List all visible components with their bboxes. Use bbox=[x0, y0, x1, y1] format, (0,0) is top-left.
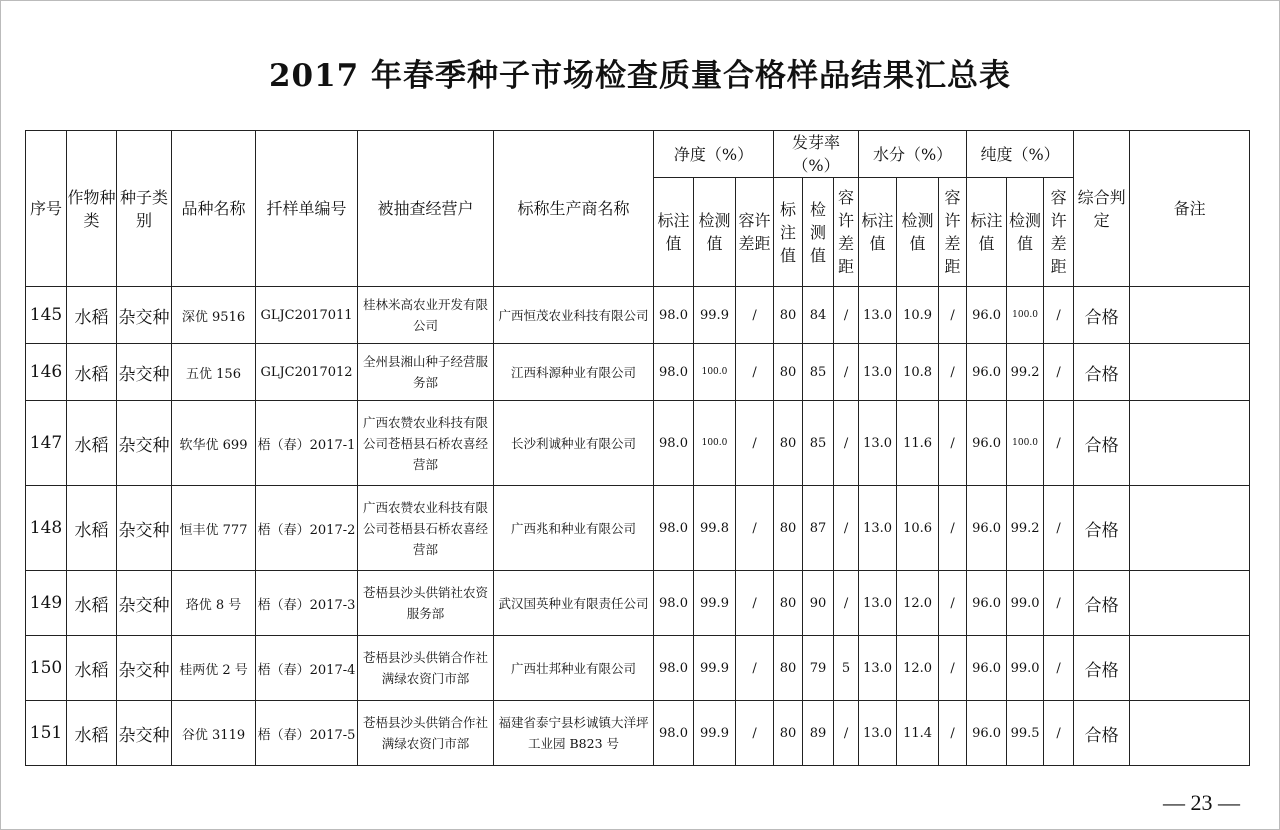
judgment-cell: 合格 bbox=[1074, 701, 1130, 766]
germination-tested-cell: 85 bbox=[803, 401, 834, 486]
clean-tested-cell: 99.9 bbox=[694, 701, 736, 766]
table-row bbox=[26, 486, 1250, 571]
operator-cell: 苍梧县沙头供销合作社满绿农资门市部 bbox=[358, 636, 494, 701]
header-clean-tested: 检测值 bbox=[694, 178, 736, 287]
germination-tested-cell: 84 bbox=[803, 287, 834, 344]
header-seed-type: 种子类别 bbox=[117, 131, 172, 287]
remark-cell bbox=[1130, 571, 1250, 636]
clean-labeled-cell: 98.0 bbox=[654, 401, 694, 486]
header-variety: 品种名称 bbox=[172, 131, 256, 287]
germination-tested-cell: 79 bbox=[803, 636, 834, 701]
header-judgment: 综合判定 bbox=[1074, 131, 1130, 287]
germination-tolerance-cell: / bbox=[834, 701, 859, 766]
clean-labeled-cell: 98.0 bbox=[654, 344, 694, 401]
variety-cell: 深优 9516 bbox=[172, 287, 256, 344]
seed-type-cell: 杂交种 bbox=[117, 571, 172, 636]
germination-labeled-cell: 80 bbox=[774, 636, 803, 701]
sample-no-cell: GLJC2017011 bbox=[256, 287, 358, 344]
moisture-tolerance-cell: / bbox=[939, 344, 967, 401]
header-seq: 序号 bbox=[26, 131, 67, 287]
operator-cell: 苍梧县沙头供销合作社满绿农资门市部 bbox=[358, 701, 494, 766]
germination-labeled-cell: 80 bbox=[774, 401, 803, 486]
operator-cell: 苍梧县沙头供销社农资服务部 bbox=[358, 571, 494, 636]
clean-labeled-cell: 98.0 bbox=[654, 287, 694, 344]
header-germination-tested: 检测值 bbox=[803, 178, 834, 287]
germination-tested-cell: 89 bbox=[803, 701, 834, 766]
moisture-tested-cell: 10.6 bbox=[897, 486, 939, 571]
purity-labeled-cell: 96.0 bbox=[967, 701, 1007, 766]
producer-cell: 武汉国英种业有限责任公司 bbox=[494, 571, 654, 636]
judgment-cell: 合格 bbox=[1074, 401, 1130, 486]
sample-no-cell: 梧（春）2017-2 bbox=[256, 486, 358, 571]
table-row bbox=[26, 701, 1250, 766]
producer-cell: 江西科源种业有限公司 bbox=[494, 344, 654, 401]
moisture-labeled-cell: 13.0 bbox=[859, 571, 897, 636]
variety-cell: 五优 156 bbox=[172, 344, 256, 401]
purity-tested-cell: 99.5 bbox=[1007, 701, 1044, 766]
producer-cell: 广西兆和种业有限公司 bbox=[494, 486, 654, 571]
seq-cell: 146 bbox=[26, 344, 67, 401]
seq-cell: 148 bbox=[26, 486, 67, 571]
purity-labeled-cell: 96.0 bbox=[967, 287, 1007, 344]
crop-cell: 水稻 bbox=[67, 486, 117, 571]
germination-tested-cell: 87 bbox=[803, 486, 834, 571]
header-germination-tolerance: 容许差距 bbox=[834, 178, 859, 287]
germination-labeled-cell: 80 bbox=[774, 486, 803, 571]
moisture-labeled-cell: 13.0 bbox=[859, 486, 897, 571]
seq-cell: 150 bbox=[26, 636, 67, 701]
remark-cell bbox=[1130, 486, 1250, 571]
clean-tolerance-cell: / bbox=[736, 486, 774, 571]
germination-tolerance-cell: / bbox=[834, 344, 859, 401]
variety-cell: 软华优 699 bbox=[172, 401, 256, 486]
germination-labeled-cell: 80 bbox=[774, 571, 803, 636]
sample-no-cell: 梧（春）2017-5 bbox=[256, 701, 358, 766]
germination-tolerance-cell: / bbox=[834, 571, 859, 636]
purity-tolerance-cell: / bbox=[1044, 571, 1074, 636]
purity-labeled-cell: 96.0 bbox=[967, 344, 1007, 401]
clean-tolerance-cell: / bbox=[736, 571, 774, 636]
header-sample-no: 扦样单编号 bbox=[256, 131, 358, 287]
moisture-labeled-cell: 13.0 bbox=[859, 701, 897, 766]
purity-labeled-cell: 96.0 bbox=[967, 486, 1007, 571]
moisture-tolerance-cell: / bbox=[939, 401, 967, 486]
seed-type-cell: 杂交种 bbox=[117, 701, 172, 766]
remark-cell bbox=[1130, 287, 1250, 344]
purity-tested-cell: 100.0 bbox=[1007, 287, 1044, 344]
operator-cell: 广西农赞农业科技有限公司苍梧县石桥农喜经营部 bbox=[358, 486, 494, 571]
germination-tested-cell: 85 bbox=[803, 344, 834, 401]
moisture-labeled-cell: 13.0 bbox=[859, 344, 897, 401]
operator-cell: 桂林米高农业开发有限公司 bbox=[358, 287, 494, 344]
variety-cell: 珞优 8 号 bbox=[172, 571, 256, 636]
purity-tolerance-cell: / bbox=[1044, 701, 1074, 766]
crop-cell: 水稻 bbox=[67, 401, 117, 486]
purity-tested-cell: 99.2 bbox=[1007, 486, 1044, 571]
judgment-cell: 合格 bbox=[1074, 287, 1130, 344]
header-moisture-group: 水分（%） bbox=[859, 131, 967, 178]
moisture-labeled-cell: 13.0 bbox=[859, 636, 897, 701]
moisture-labeled-cell: 13.0 bbox=[859, 401, 897, 486]
header-clean-labeled: 标注值 bbox=[654, 178, 694, 287]
crop-cell: 水稻 bbox=[67, 701, 117, 766]
seq-cell: 145 bbox=[26, 287, 67, 344]
clean-tolerance-cell: / bbox=[736, 287, 774, 344]
seed-type-cell: 杂交种 bbox=[117, 636, 172, 701]
judgment-cell: 合格 bbox=[1074, 344, 1130, 401]
purity-tested-cell: 99.0 bbox=[1007, 571, 1044, 636]
table-row bbox=[26, 636, 1250, 701]
header-moisture-tested: 检测值 bbox=[897, 178, 939, 287]
clean-labeled-cell: 98.0 bbox=[654, 486, 694, 571]
seq-cell: 147 bbox=[26, 401, 67, 486]
remark-cell bbox=[1130, 701, 1250, 766]
clean-tolerance-cell: / bbox=[736, 344, 774, 401]
header-remark: 备注 bbox=[1130, 131, 1250, 287]
header-purity-tested: 检测值 bbox=[1007, 178, 1044, 287]
germination-tolerance-cell: / bbox=[834, 486, 859, 571]
purity-tolerance-cell: / bbox=[1044, 344, 1074, 401]
purity-tested-cell: 99.2 bbox=[1007, 344, 1044, 401]
operator-cell: 广西农赞农业科技有限公司苍梧县石桥农喜经营部 bbox=[358, 401, 494, 486]
table-row bbox=[26, 344, 1250, 401]
header-crop: 作物种类 bbox=[67, 131, 117, 287]
remark-cell bbox=[1130, 344, 1250, 401]
seed-type-cell: 杂交种 bbox=[117, 401, 172, 486]
crop-cell: 水稻 bbox=[67, 344, 117, 401]
clean-tested-cell: 100.0 bbox=[694, 344, 736, 401]
variety-cell: 谷优 3119 bbox=[172, 701, 256, 766]
seq-cell: 149 bbox=[26, 571, 67, 636]
clean-tested-cell: 99.9 bbox=[694, 287, 736, 344]
clean-labeled-cell: 98.0 bbox=[654, 571, 694, 636]
clean-tested-cell: 99.9 bbox=[694, 571, 736, 636]
header-purity-labeled: 标注值 bbox=[967, 178, 1007, 287]
seq-cell: 151 bbox=[26, 701, 67, 766]
header-moisture-tolerance: 容许差距 bbox=[939, 178, 967, 287]
germination-tested-cell: 90 bbox=[803, 571, 834, 636]
header-purity-tolerance: 容许差距 bbox=[1044, 178, 1074, 287]
clean-tolerance-cell: / bbox=[736, 636, 774, 701]
header-purity-group: 纯度（%） bbox=[967, 131, 1074, 178]
moisture-tested-cell: 12.0 bbox=[897, 636, 939, 701]
purity-tolerance-cell: / bbox=[1044, 486, 1074, 571]
header-moisture-labeled: 标注值 bbox=[859, 178, 897, 287]
crop-cell: 水稻 bbox=[67, 636, 117, 701]
table-row bbox=[26, 401, 1250, 486]
producer-cell: 长沙利诚种业有限公司 bbox=[494, 401, 654, 486]
results-table bbox=[25, 130, 1250, 766]
moisture-tested-cell: 10.8 bbox=[897, 344, 939, 401]
seed-type-cell: 杂交种 bbox=[117, 486, 172, 571]
purity-labeled-cell: 96.0 bbox=[967, 401, 1007, 486]
germination-tolerance-cell: / bbox=[834, 287, 859, 344]
purity-tolerance-cell: / bbox=[1044, 401, 1074, 486]
remark-cell bbox=[1130, 636, 1250, 701]
purity-tolerance-cell: / bbox=[1044, 287, 1074, 344]
table-row bbox=[26, 571, 1250, 636]
page-title: 2017 年春季种子市场检查质量合格样品结果汇总表 bbox=[268, 58, 1012, 94]
judgment-cell: 合格 bbox=[1074, 636, 1130, 701]
purity-tested-cell: 100.0 bbox=[1007, 401, 1044, 486]
clean-tested-cell: 100.0 bbox=[694, 401, 736, 486]
header-operator: 被抽查经营户 bbox=[358, 131, 494, 287]
moisture-tested-cell: 11.6 bbox=[897, 401, 939, 486]
moisture-tested-cell: 11.4 bbox=[897, 701, 939, 766]
germination-labeled-cell: 80 bbox=[774, 344, 803, 401]
judgment-cell: 合格 bbox=[1074, 571, 1130, 636]
moisture-tolerance-cell: / bbox=[939, 486, 967, 571]
moisture-labeled-cell: 13.0 bbox=[859, 287, 897, 344]
seed-type-cell: 杂交种 bbox=[117, 287, 172, 344]
crop-cell: 水稻 bbox=[67, 571, 117, 636]
producer-cell: 广西壮邦种业有限公司 bbox=[494, 636, 654, 701]
judgment-cell: 合格 bbox=[1074, 486, 1130, 571]
clean-tested-cell: 99.8 bbox=[694, 486, 736, 571]
variety-cell: 恒丰优 777 bbox=[172, 486, 256, 571]
header-germination-labeled: 标注值 bbox=[774, 178, 803, 287]
table-row bbox=[26, 287, 1250, 344]
purity-tolerance-cell: / bbox=[1044, 636, 1074, 701]
header-clean-tolerance: 容许差距 bbox=[736, 178, 774, 287]
germination-labeled-cell: 80 bbox=[774, 701, 803, 766]
moisture-tolerance-cell: / bbox=[939, 571, 967, 636]
page-number: — 23 — bbox=[1163, 790, 1240, 815]
germination-tolerance-cell: / bbox=[834, 401, 859, 486]
table-body bbox=[26, 287, 1250, 766]
clean-tolerance-cell: / bbox=[736, 701, 774, 766]
header-clean-purity-group: 净度（%） bbox=[654, 131, 774, 178]
clean-tested-cell: 99.9 bbox=[694, 636, 736, 701]
germination-labeled-cell: 80 bbox=[774, 287, 803, 344]
purity-tested-cell: 99.0 bbox=[1007, 636, 1044, 701]
purity-labeled-cell: 96.0 bbox=[967, 636, 1007, 701]
variety-cell: 桂两优 2 号 bbox=[172, 636, 256, 701]
moisture-tolerance-cell: / bbox=[939, 636, 967, 701]
operator-cell: 全州县湘山种子经营服务部 bbox=[358, 344, 494, 401]
sample-no-cell: GLJC2017012 bbox=[256, 344, 358, 401]
header-germination-group: 发芽率（%） bbox=[774, 131, 859, 178]
purity-labeled-cell: 96.0 bbox=[967, 571, 1007, 636]
header-producer: 标称生产商名称 bbox=[494, 131, 654, 287]
producer-cell: 福建省泰宁县杉诚镇大洋坪工业园 B823 号 bbox=[494, 701, 654, 766]
moisture-tolerance-cell: / bbox=[939, 701, 967, 766]
moisture-tolerance-cell: / bbox=[939, 287, 967, 344]
remark-cell bbox=[1130, 401, 1250, 486]
moisture-tested-cell: 10.9 bbox=[897, 287, 939, 344]
moisture-tested-cell: 12.0 bbox=[897, 571, 939, 636]
seed-type-cell: 杂交种 bbox=[117, 344, 172, 401]
crop-cell: 水稻 bbox=[67, 287, 117, 344]
germination-tolerance-cell: 5 bbox=[834, 636, 859, 701]
sample-no-cell: 梧（春）2017-1 bbox=[256, 401, 358, 486]
clean-labeled-cell: 98.0 bbox=[654, 701, 694, 766]
clean-labeled-cell: 98.0 bbox=[654, 636, 694, 701]
sample-no-cell: 梧（春）2017-4 bbox=[256, 636, 358, 701]
producer-cell: 广西恒茂农业科技有限公司 bbox=[494, 287, 654, 344]
sample-no-cell: 梧（春）2017-3 bbox=[256, 571, 358, 636]
clean-tolerance-cell: / bbox=[736, 401, 774, 486]
